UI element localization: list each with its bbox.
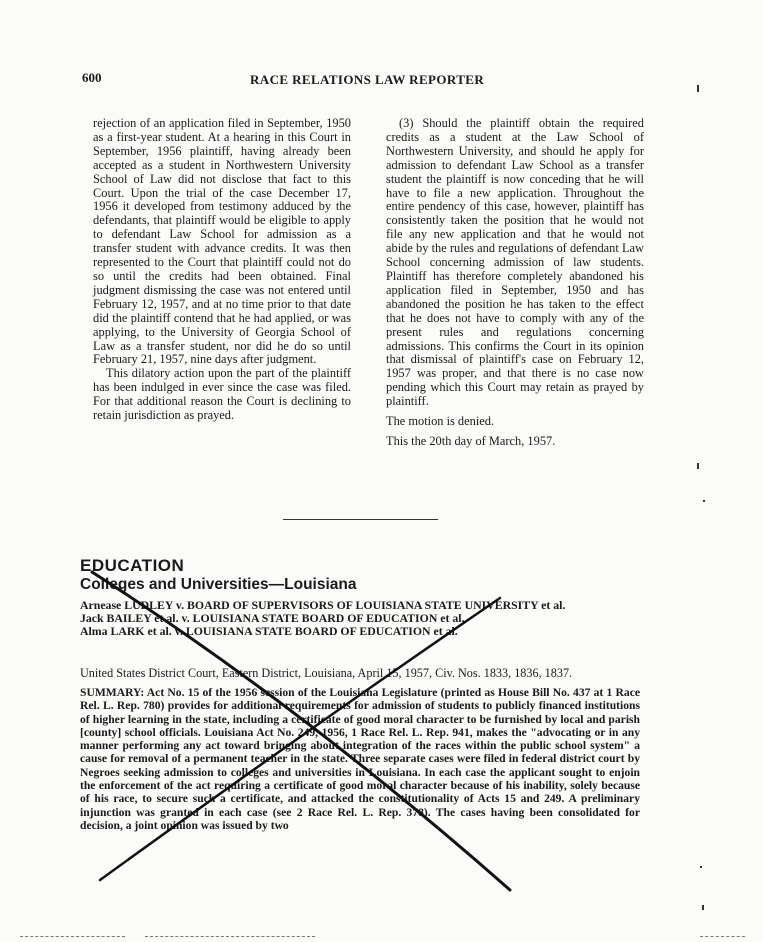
left-paragraph-2: This dilatory action upon the part of the plaintiff has been indulged in ever since the case was filed. For that additional reason the Court is declining to retain jurisdiction as prayed. (93, 366, 351, 423)
party-line-2: Jack BAILEY et al. v. LOUISIANA STATE BOARD OF EDUCATION et al. (80, 611, 465, 626)
scan-speck (700, 866, 702, 868)
scan-speck (697, 85, 699, 92)
case-summary (80, 686, 640, 832)
left-paragraph-1: rejection of an application filed in September, 1950 as a first-year student. At a hearing in this Court in September, 1956 plaintiff, having already been accepted as a student in Northwestern University School of Law did not disclose that fact to this Court. Upon the trial of the case December 17, 1956 it developed from testimony adduced by the defendants, that plaintiff would be eligible to apply to defendant Law School for admission as a transfer student with advance credits. It was then represented to the Court that plaintiff could not do so until the credits had been obtained. Final judgment dismissing the case was not entered until February 12, 1957, and at no time prior to that date did the plaintiff contend that he had applied, or was applying, to the University of Georgia School of Law as a transfer student, nor did he do so until February 21, 1957, nine days after judgment. (93, 116, 351, 367)
court-line: United States District Court, Eastern District, Louisiana, April 15, 1957, Civ. Nos. 1833, 1836, 1837. (80, 666, 573, 680)
page-number: 600 (82, 70, 102, 85)
summary-text: SUMMARY: Act No. 15 of the 1956 session of the Louisiana Legislature (printed as House Bill No. 437 at 1 Race Rel. L. Rep. 780) provides for additional requirements for admission of students to publicly financed institutions of higher learning in the state, including a certificate of good moral character to be furnished by local and parish [county] school officials. Louisiana Act No. 249, 1956, 1 Race Rel. L. Rep. 941, makes the "advocating or in any manner performing any act toward bringing about integration of the races within the public school system" a cause for removal of a permanent teacher in the state. Three separate cases were filed in federal district court by Negroes seeking admission to colleges and universities in Louisiana. In each case the applicant sought to enjoin the enforcement of the act requiring a certificate of good moral character because of his inability, solely because of his race, to secure such a certificate, and attacked the constitutionality of Acts 15 and 249. A preliminary injunction was granted in each case (see 2 Race Rel. L. Rep. 378). The cases having been consolidated for decision, a joint opinion was issued by two (80, 686, 640, 832)
party-line-1: Arnease LUDLEY v. BOARD OF SUPERVISORS OF LOUISIANA STATE UNIVERSITY et al. (80, 598, 566, 612)
scan-speck (697, 463, 699, 469)
order-text: The motion is denied. (386, 414, 495, 429)
bottom-scan-edge-left (20, 936, 125, 938)
scan-speck (703, 500, 705, 502)
party-line-3: Alma LARK et al. v. LOUISIANA STATE BOARD OF EDUCATION et al. (80, 624, 458, 639)
bottom-scan-edge-right (700, 936, 745, 938)
section-subtitle: Colleges and Universities—Louisiana (80, 576, 357, 593)
running-head: RACE RELATIONS LAW REPORTER (250, 72, 485, 87)
date-line: This the 20th day of March, 1957. (386, 433, 556, 448)
section-title: EDUCATION (80, 556, 185, 575)
scan-speck (702, 905, 704, 910)
section-divider (283, 519, 438, 520)
bottom-scan-edge-center (145, 936, 315, 938)
left-column (93, 117, 351, 423)
right-column (386, 117, 644, 449)
right-paragraph-1: (3) Should the plaintiff obtain the required credits as a student at the Law School of Northwestern University, and should he apply for admission to defendant Law School as a transfer student the plaintiff is now conceding that he will have to file a new application. Throughout the entire pendency of this case, however, plaintiff has consistently taken the position that he would not file any new application and that he would not abide by the rules and regulations of defendant Law School concerning admission of law students. Plaintiff has therefore completely abandoned his application filed in September, 1950 and has abandoned the position he has taken to the effect that he does not have to comply with any of the present rules and regulations concerning admissions. This confirms the Court in its opinion that dismissal of plaintiff's case on February 12, 1957 was proper, and that there is no case now pending which this Court may retain as prayed by plaintiff. (386, 116, 644, 409)
case-parties (80, 599, 640, 639)
